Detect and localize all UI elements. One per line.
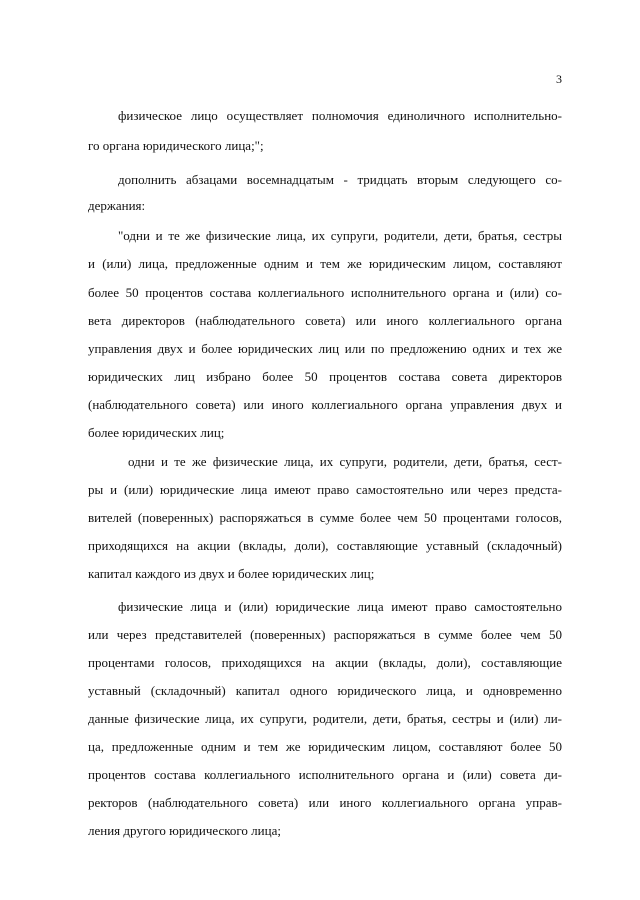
- text-line: вета директоров (наблюдательного совета) или иного коллегиального органа: [88, 313, 562, 328]
- text-line: более юридических лиц;: [88, 425, 225, 440]
- text-line: процентами голосов, приходящихся на акции (вклады, доли), составляющие: [88, 655, 562, 670]
- text-line: уставный (складочный) капитал одного юридического лица, и одновременно: [88, 683, 562, 698]
- text-line: держания:: [88, 198, 146, 213]
- text-line: дополнить абзацами восемнадцатым - тридцать вторым следующего со-: [118, 172, 562, 187]
- text-line: (наблюдательного совета) или иного коллегиального органа управления двух и: [88, 397, 562, 412]
- text-line: "одни и те же физические лица, их супруги, родители, дети, братья, сестры: [118, 228, 562, 243]
- text-line: капитал каждого из двух и более юридических лиц;: [88, 566, 375, 581]
- text-line: более 50 процентов состава коллегиального исполнительного органа и (или) со-: [88, 285, 562, 300]
- text-line: и (или) лица, предложенные одним и тем же юридическим лицом, составляют: [88, 256, 562, 271]
- text-line: ца, предложенные одним и тем же юридическим лицом, составляют более 50: [88, 739, 562, 754]
- text-line: данные физические лица, их супруги, родители, дети, братья, сестры и (или) ли-: [88, 711, 562, 726]
- text-line: управления двух и более юридических лиц или по предложению одних и тех же: [88, 341, 562, 356]
- text-line: физические лица и (или) юридические лица имеют право самостоятельно: [118, 599, 562, 614]
- text-line: процентов состава коллегиального исполнительного органа и (или) совета ди-: [88, 767, 562, 782]
- page-number: 3: [556, 72, 562, 86]
- text-line: вителей (поверенных) распоряжаться в сумме более чем 50 процентами голосов,: [88, 510, 562, 525]
- text-line: ления другого юридического лица;: [88, 823, 281, 838]
- text-line: юридических лиц избрано более 50 процентов состава совета директоров: [88, 369, 562, 384]
- text-line: ректоров (наблюдательного совета) или иного коллегиального органа управ-: [88, 795, 562, 810]
- text-line: го органа юридического лица;";: [88, 138, 264, 153]
- text-line: одни и те же физические лица, их супруги, родители, дети, братья, сест-: [128, 454, 562, 469]
- text-line: физическое лицо осуществляет полномочия единоличного исполнительно-: [118, 108, 562, 123]
- text-line: приходящихся на акции (вклады, доли), составляющие уставный (складочный): [88, 538, 562, 553]
- text-line: или через представителей (поверенных) распоряжаться в сумме более чем 50: [88, 627, 562, 642]
- text-line: ры и (или) юридические лица имеют право самостоятельно или через предста-: [88, 482, 562, 497]
